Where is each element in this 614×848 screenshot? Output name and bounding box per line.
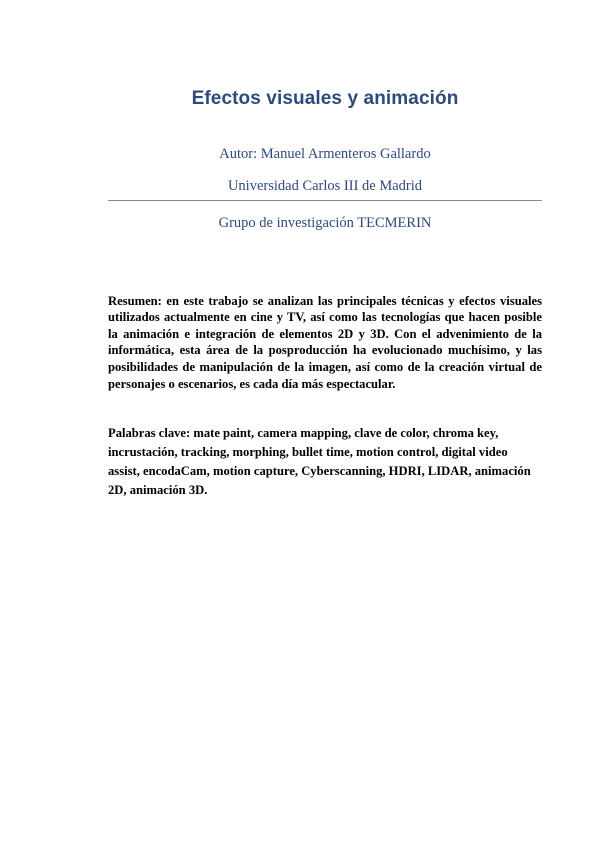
research-group-line: Grupo de investigación TECMERIN [218, 215, 432, 231]
university-line: Universidad Carlos III de Madrid [227, 178, 423, 194]
abstract-paragraph: Resumen: en este trabajo se analizan las principales técnicas y efectos visuales utilizados actualmente en cine y TV, así como las tecnologías que hacen posible la animación e integración de elementos 2D y 3D. Con el advenimiento de la informática, esta área de la posproducción ha evolucionado muchísimo, y las posibilidades de manipulación de la imagen, así como de la creación virtual de personajes o escenarios, es cada día más espectacular. [108, 293, 542, 391]
author-line: Autor: Manuel Armenteros Gallardo [219, 146, 431, 162]
horizontal-rule [108, 200, 542, 201]
keywords-paragraph: Palabras clave: mate paint, camera mapping, clave de color, chroma key, incrustación, tracking, morphing, bullet time, motion control, digital video assist, encodaCam, motion capture, Cyberscanning, HDRI, LIDAR, animación 2D, animación 3D. [108, 425, 531, 498]
page-title: Efectos visuales y animación [191, 88, 459, 109]
